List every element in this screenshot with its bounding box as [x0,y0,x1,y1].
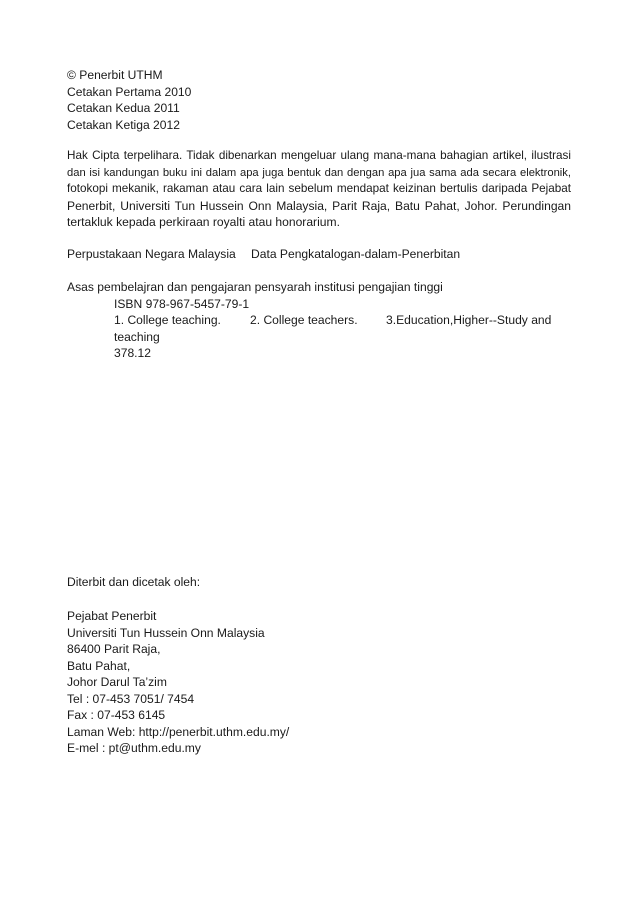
book-title: Asas pembelajran dan pengajaran pensyarah institusi pengajian tinggi [67,280,443,294]
fax: Fax : 07-453 6145 [67,708,166,722]
publisher-copyright: © Penerbit UTHM [67,68,163,82]
subject-heading-continued: teaching [114,329,160,344]
print-history-second: Cetakan Kedua 2011 [67,101,180,115]
website: Laman Web: http://penerbit.uthm.edu.my/ [67,724,290,739]
rights-notice [67,148,571,231]
publisher-office: Pejabat Penerbit [67,609,157,623]
rights-notice-line: Penerbit, Universiti Tun Hussein Onn Malaysia, Parit Raja, Batu Pahat, Johor. Perundingan [67,198,571,213]
rights-notice-line: fotokopi mekanik, rakaman atau cara lain sebelum mendapat keizinan bertulis daripada Pejabat [67,182,571,195]
subject-heading: 2. College teachers. [250,313,358,327]
cip-record [67,279,571,362]
address-town: Batu Pahat, [67,658,131,673]
address-postcode: 86400 Parit Raja, [67,642,161,656]
print-history-first: Cetakan Pertama 2010 [67,84,192,99]
rights-notice-line: dan isi kandungan buku ini dalam apa juga bentuk dan dengan apa jua sama ada secara elektronik, [67,166,571,179]
subject-headings [67,312,571,329]
university-name: Universiti Tun Hussein Onn Malaysia [67,625,265,640]
address-state: Johor Darul Ta’zim [67,675,167,689]
classification-number: 378.12 [114,346,151,360]
rights-notice-line: tertakluk kepada perkiraan royalti atau honorarium. [67,215,340,229]
publisher-heading: Diterbit dan dicetak oleh: [67,575,201,589]
rights-notice-line: Hak Cipta terpelihara. Tidak dibenarkan mengeluar ulang mana-mana bahagian artikel, ilustrasi [67,149,571,162]
cip-header [67,246,571,263]
email: E-mel : pt@uthm.edu.my [67,741,201,755]
publisher-address [67,608,571,757]
telephone: Tel : 07-453 7051/ 7454 [67,691,195,706]
subject-heading: 1. College teaching. [114,313,221,327]
cip-label: Data Pengkatalogan-dalam-Penerbitan [251,247,461,261]
print-history-third: Cetakan Ketiga 2012 [67,117,180,132]
publisher-heading-block [67,574,571,591]
copyright-block [67,67,571,133]
subject-heading: 3.Education,Higher--Study and [386,313,552,327]
isbn: ISBN 978-967-5457-79-1 [114,296,250,311]
national-library-label: Perpustakaan Negara Malaysia [67,247,236,261]
